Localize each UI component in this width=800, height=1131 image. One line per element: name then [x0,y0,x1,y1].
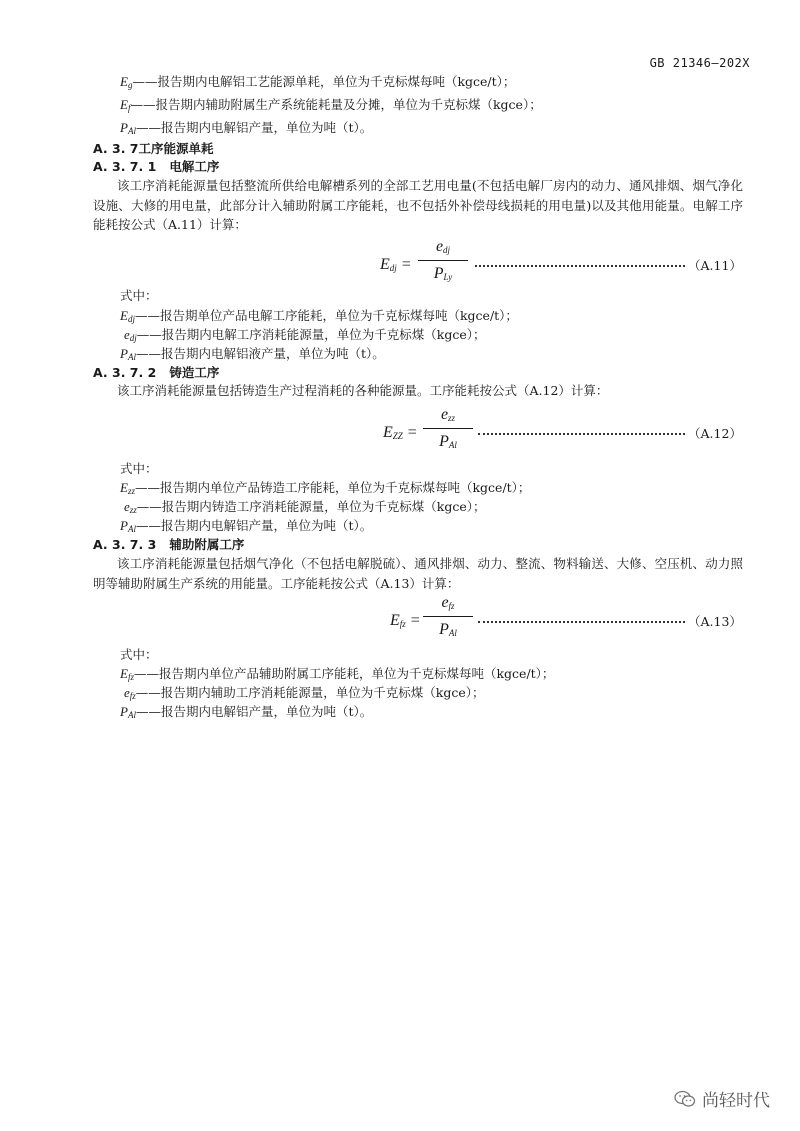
where-label: 式中： [120,461,158,476]
formula-a13 [390,592,750,652]
def-line: $E_g——$报告期内电解铝工艺能源单耗，单位为千克标煤每吨（kgce/t）； [120,74,516,90]
section-heading-a372: A. 3. 7. 2 铸造工序 [93,365,220,380]
formula-tag: （A.13） [688,614,742,629]
standard-number: GB 21346—202X [649,56,750,70]
def-line: $E_f——$报告期内辅助附属生产系统能耗量及分摊，单位为千克标煤（kgce）； [120,97,542,113]
formula-leader-dots [475,257,685,267]
formula-fraction: $e_{dj}$ $P_{Ly}$ [418,236,468,285]
wechat-icon [674,1090,696,1108]
def-line: $E_{dj}——$报告期单位产品电解工序能耗，单位为千克标煤每吨（kgce/t）； [120,308,518,324]
section-heading-a373: A. 3. 7. 3 辅助附属工序 [93,537,245,552]
def-line: $e_{fz}——$报告期内辅助工序消耗能源量，单位为千克标煤（kgce）； [124,685,485,701]
watermark-text: 尚轻时代 [702,1091,770,1111]
where-label: 式中： [120,647,158,662]
def-line: $e_{zz}——$报告期内铸造工序消耗能源量，单位为千克标煤（kgce）； [124,499,486,515]
formula-lhs: $E_{dj}$ = [380,256,412,273]
watermark [674,1086,770,1111]
formula-leader-dots [478,613,685,623]
def-line: $E_{zz}——$报告期内单位产品铸造工序能耗，单位为千克标煤每吨（kgce/t）； [120,480,531,496]
formula-a11 [380,236,750,296]
formula-fraction: $e_{fz}$ $P_{Al}$ [423,592,473,641]
section-heading-a371: A. 3. 7. 1 电解工序 [93,159,220,174]
formula-fraction: $e_{zz}$ $P_{Al}$ [423,404,473,453]
where-label: 式中： [120,288,158,303]
formula-tag: （A.12） [688,426,742,441]
section-paragraph: 该工序消耗能源量包括铸造生产过程消耗的各种能源量。工序能耗按公式（A.12）计算： [117,383,609,398]
def-line: $P_{Al}——$报告期内电解铝产量，单位为吨（t）。 [120,120,373,136]
formula-a12 [383,404,750,464]
def-line: $P_{Al}——$报告期内电解铝液产量，单位为吨（t）。 [120,346,385,362]
def-line: $E_{fz}——$报告期内单位产品辅助附属工序能耗，单位为千克标煤每吨（kgce/t）； [120,666,555,682]
formula-tag: （A.11） [688,258,742,273]
def-line: $P_{Al}——$报告期内电解铝产量，单位为吨（t）。 [120,704,373,720]
formula-lhs: $E_{fz}$ = [390,612,421,629]
formula-leader-dots [478,425,685,435]
section-heading-a37: A. 3. 7工序能源单耗 [93,141,214,156]
def-line: $e_{dj}——$报告期内电解工序消耗能源量，单位为千克标煤（kgce）； [124,327,486,343]
formula-lhs: $E_{ZZ}$ = [383,424,418,441]
section-paragraph: 该工序消耗能源量包括烟气净化（不包括电解脱硫）、通风排烟、动力、整流、物料输送、大修、空压机、动力照明等辅助附属生产系统的用能量。工序能耗按公式（A.13）计算： [93,556,743,591]
def-line: $P_{Al}——$报告期内电解铝产量，单位为吨（t）。 [120,518,373,534]
section-paragraph: 该工序消耗能源量包括整流所供给电解槽系列的全部工艺用电量(不包括电解厂房内的动力、通风排烟、烟气净化设施、大修的用电量，此部分计入辅助附属工序能耗，也不包括外补偿母线损耗的用电量)以及其他用能量。电解工序能耗按公式（A.11）计算： [93,178,743,232]
